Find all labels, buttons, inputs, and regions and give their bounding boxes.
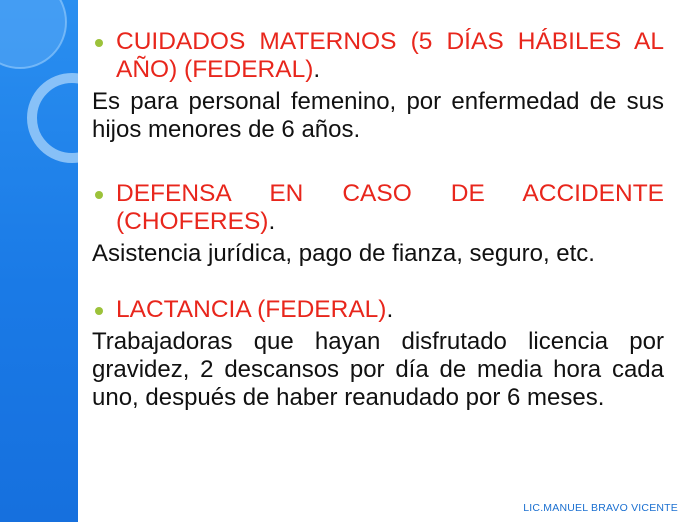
body-text-3: Trabajadoras que hayan disfrutado licencia por gravidez, 2 descansos por día de media hora cada uno, después de haber reanudado por 6 meses.: [92, 328, 664, 411]
heading-period: .: [313, 56, 321, 83]
body-text-1: Es para personal femenino, por enfermedad de sus hijos menores de 6 años.: [92, 88, 664, 143]
slide-content: [92, 28, 664, 412]
footer-author: LIC.MANUEL BRAVO VICENTE: [523, 502, 678, 514]
bullet-heading-1: [92, 28, 664, 84]
bullet-dot-icon: [95, 191, 103, 199]
decorative-sidebar: [0, 0, 78, 522]
heading-period: .: [386, 296, 394, 323]
bullet-dot-icon: [95, 39, 103, 47]
heading-text: DEFENSA EN CASO DE ACCIDENTE (CHOFERES): [116, 180, 664, 235]
decorative-circle-icon: [0, 0, 78, 522]
heading-text: LACTANCIA (FEDERAL): [116, 296, 387, 323]
heading-text: CUIDADOS MATERNOS (5 DÍAS HÁBILES AL AÑO) (FEDERAL): [116, 28, 664, 83]
heading-period: .: [268, 208, 276, 235]
bullet-dot-icon: [95, 307, 103, 315]
bullet-heading-2: [92, 180, 664, 236]
body-text-2: Asistencia jurídica, pago de fianza, seguro, etc.: [92, 240, 595, 267]
bullet-heading-3: [92, 296, 664, 324]
